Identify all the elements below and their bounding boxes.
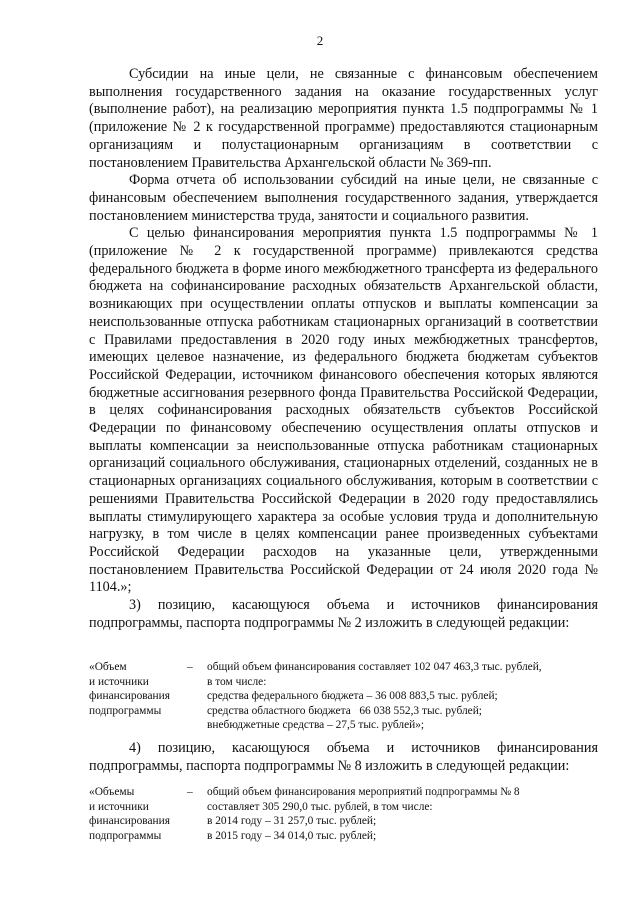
- passport-values: общий объем финансирования мероприятий подпрограммы № 8 составляет 305 290,0 тыс. рублей, в том числе: в 2014 году – 31 257,0 тыс. рублей; в 2015 году – 34 014,0 тыс. рублей;: [207, 786, 520, 842]
- body-text-item-4: [89, 740, 598, 775]
- passport-label: «Объемы и источники финансирования подпрограммы: [89, 786, 170, 842]
- passport-row: [89, 785, 598, 843]
- body-text: [89, 66, 598, 633]
- passport-row: [89, 660, 598, 733]
- paragraph-item-4: 4) позицию, касающуюся объема и источников финансирования подпрограммы, паспорта подпрограммы № 8 изложить в следующей редакции:: [89, 740, 598, 774]
- passport-subprogram-8: [89, 785, 598, 843]
- paragraph-federal-funding: С целью финансирования мероприятия пункта 1.5 подпрограммы № 1 (приложение № 2 к государственной программе) привлекаются средства федерального бюджета в форме иного межбюджетного трансферта из федерального бюджета на софинансирование расходных обязательств Архангельской области, возникающих при осуществлении оплаты отпусков и выплаты компенсации за неиспользованные отпуска работникам стационарных организаций в соответствии с Правилами предоставления в 2020 году иных межбюджетных трансфертов, имеющих целевое назначение, из федерального бюджета бюджетам субъектов Российской Федерации, источником финансового обеспечения которых являются бюджетные ассигнования резервного фонда Правительства Российской Федерации, в целях софинансирования расходных обязательств субъектов Российской Федерации по финансовому обеспечению осуществления оплаты отпусков и выплаты компенсации за неиспользованные отпуска работникам стационарных организаций социального обслуживания, стационарных отделений, созданных не в стационарных организациях социального обслуживания, которым в соответствии с решениями Правительства Российской Федерации в 2020 году предоставлялись выплаты стимулирующего характера за особые условия труда и дополнительную нагрузку, в том числе в целях компенсации ранее произведенных субъектами Российской Федерации расходов на указанные цели, утвержденными постановлением Правительства Российской Федерации от 24 июля 2020 года № 1104.»;: [89, 225, 598, 596]
- passport-label: «Объем и источники финансирования подпрограммы: [89, 661, 170, 717]
- paragraph-item-3: 3) позицию, касающуюся объема и источников финансирования подпрограммы, паспорта подпрограммы № 2 изложить в следующей редакции:: [89, 597, 598, 631]
- passport-subprogram-2: [89, 660, 598, 733]
- passport-values: общий объем финансирования составляет 102 047 463,3 тыс. рублей, в том числе: средства федерального бюджета – 36 008 883,5 тыс. рублей; средства областного бюджета 66 038 552,3 тыс. рублей; внебюджетные средства – 27,5 тыс. рублей»;: [207, 661, 542, 732]
- passport-dash: –: [187, 786, 193, 798]
- page-number: 2: [316, 33, 324, 48]
- paragraph-report-form: Форма отчета об использовании субсидий на иные цели, не связанные с финансовым обеспечением выполнения государственного задания, утверждается постановлением министерства труда, занятости и социального развития.: [89, 172, 598, 224]
- passport-dash: –: [187, 661, 193, 673]
- paragraph-subsidies: Субсидии на иные цели, не связанные с финансовым обеспечением выполнения государственного задания на оказание государственных услуг (выполнение работ), на реализацию мероприятия пункта 1.5 подпрограммы № 1 (приложение № 2 к государственной программе) предоставляются стационарным организациям и полустационарным организациям в соответствии с постановлением Правительства Архангельской области № 369-пп.: [89, 66, 598, 171]
